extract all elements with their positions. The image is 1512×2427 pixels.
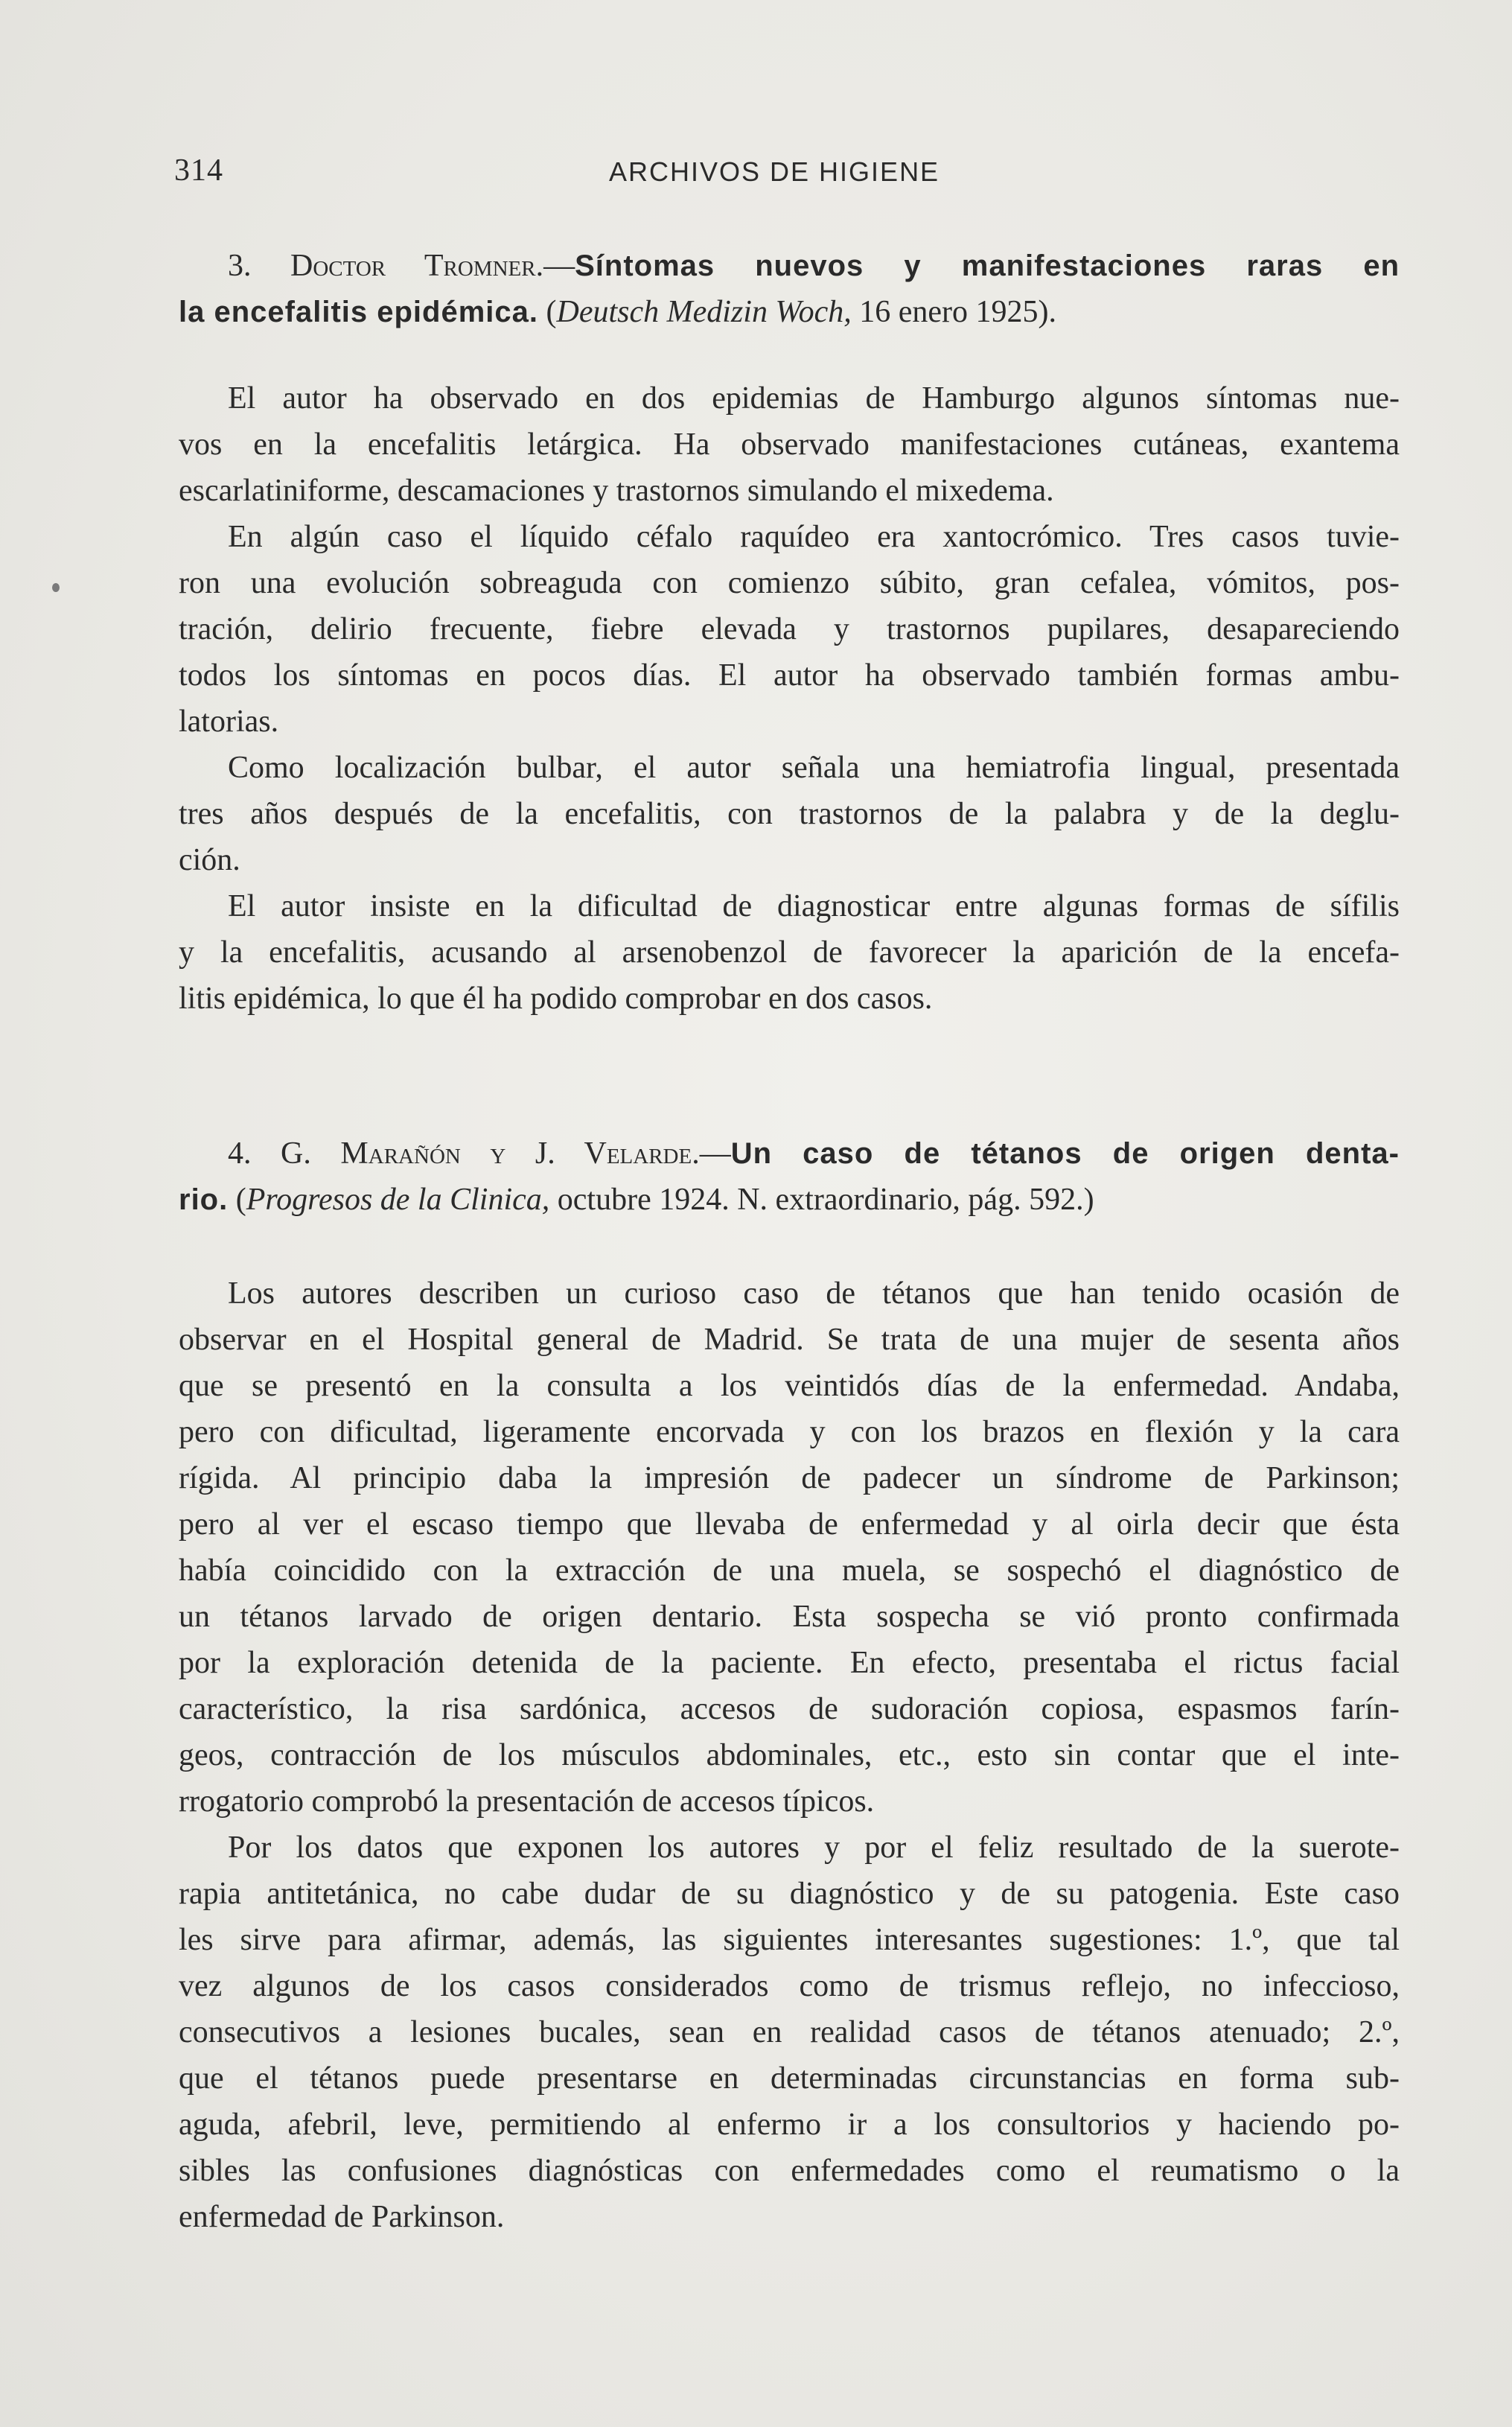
article-4-line: rígida. Al principio daba la impresión de padecer un síndrome de Parkinson; xyxy=(179,1461,1400,1495)
article-3-line: tres años después de la encefalitis, con trastornos de la palabra y de la deglu- xyxy=(179,797,1400,831)
article-3-line: tración, delirio frecuente, fiebre elevada y trastornos pupilares, desapareciendo xyxy=(179,612,1400,646)
article-3-line: todos los síntomas en pocos días. El autor ha observado también formas ambu- xyxy=(179,658,1400,693)
article-4-heading-line-1 xyxy=(179,1130,1400,1177)
article-4-date: octubre 1924. N. extraordinario, pág. 592.) xyxy=(557,1183,1094,1217)
article-4-heading-line-2 xyxy=(179,1177,1400,1223)
article-4-line: rapia antitetánica, no cabe dudar de su diagnóstico y de su patogenia. Este caso xyxy=(179,1877,1400,1911)
article-3-line: Como localización bulbar, el autor señala una hemiatrofia lingual, presentada xyxy=(228,751,1400,785)
article-3-line: El autor ha observado en dos epidemias de Hamburgo algunos síntomas nue- xyxy=(228,381,1400,416)
article-3-citation-open: ( xyxy=(546,295,557,329)
article-4-line: por la exploración detenida de la paciente. En efecto, presentaba el rictus facial xyxy=(179,1646,1400,1680)
article-4-line: enfermedad de Parkinson. xyxy=(179,2200,505,2234)
article-3-date: 16 enero 1925). xyxy=(859,295,1056,329)
article-3-title-cont: la encefalitis epidémica. xyxy=(179,296,538,328)
article-3-dash: — xyxy=(543,249,575,283)
article-3-line: escarlatiniforme, descamaciones y trastornos simulando el mixedema. xyxy=(179,474,1054,508)
article-4-journal: Progresos de la Clinica, xyxy=(246,1183,550,1217)
article-4-line: que se presentó en la consulta a los veintidós días de la enfermedad. Andaba, xyxy=(179,1369,1400,1403)
article-3-title: Síntomas nuevos y manifestaciones raras en xyxy=(575,249,1400,282)
article-4-line: sibles las confusiones diagnósticas con enfermedades como el reumatismo o la xyxy=(179,2154,1400,2188)
margin-speck xyxy=(52,583,60,592)
article-3-line: ción. xyxy=(179,843,240,877)
article-4-line: característico, la risa sardónica, accesos de sudoración copiosa, espasmos farín- xyxy=(179,1692,1400,1726)
article-4-author: G. Marañón y J. Velarde. xyxy=(281,1136,700,1171)
article-4-line: había coincidido con la extracción de una muela, se sospechó el diagnóstico de xyxy=(179,1553,1400,1588)
article-4-line: consecutivos a lesiones bucales, sean en realidad casos de tétanos atenuado; 2.º, xyxy=(179,2015,1400,2049)
article-3-author: Doctor Tromner. xyxy=(290,249,544,283)
article-4-citation-open: ( xyxy=(235,1183,246,1217)
article-3-number: 3. xyxy=(228,249,252,283)
article-4-line: un tétanos larvado de origen dentario. Esta sospecha se vió pronto confirmada xyxy=(179,1600,1400,1634)
article-3-line: El autor insiste en la dificultad de diagnosticar entre algunas formas de sífilis xyxy=(228,889,1400,923)
page-number: 314 xyxy=(174,153,223,188)
article-3-heading-line-1 xyxy=(179,243,1400,289)
article-4-line: Por los datos que exponen los autores y por el feliz resultado de la suerote- xyxy=(228,1830,1400,1865)
article-4-number: 4. xyxy=(228,1136,252,1171)
article-3-line: litis epidémica, lo que él ha podido comprobar en dos casos. xyxy=(179,982,933,1016)
article-4-line: geos, contracción de los músculos abdominales, etc., esto sin contar que el inte- xyxy=(179,1738,1400,1772)
article-4-dash: — xyxy=(699,1136,731,1171)
article-4-line: les sirve para afirmar, además, las siguientes interesantes sugestiones: 1.º, que tal xyxy=(179,1923,1400,1957)
article-4-title-cont: rio. xyxy=(179,1183,229,1216)
article-4-line: que el tétanos puede presentarse en determinadas circunstancias en forma sub- xyxy=(179,2061,1400,2096)
article-3-heading-line-2 xyxy=(179,289,1400,335)
article-4-line: Los autores describen un curioso caso de tétanos que han tenido ocasión de xyxy=(228,1276,1400,1311)
article-4-line: pero con dificultad, ligeramente encorvada y con los brazos en flexión y la cara xyxy=(179,1415,1400,1449)
article-4-line: pero al ver el escaso tiempo que llevaba de enfermedad y al oirla decir que ésta xyxy=(179,1507,1400,1542)
article-3-line: vos en la encefalitis letárgica. Ha observado manifestaciones cutáneas, exantema xyxy=(179,427,1400,462)
article-3-line: ron una evolución sobreaguda con comienzo súbito, gran cefalea, vómitos, pos- xyxy=(179,566,1400,600)
article-3-line: En algún caso el líquido céfalo raquídeo era xantocrómico. Tres casos tuvie- xyxy=(228,520,1400,554)
article-3-journal: Deutsch Medizin Woch, xyxy=(556,295,852,329)
article-4-line: vez algunos de los casos considerados como de trismus reflejo, no infeccioso, xyxy=(179,1969,1400,2003)
article-4-line: aguda, afebril, leve, permitiendo al enfermo ir a los consultorios y haciendo po- xyxy=(179,2108,1400,2142)
article-3-line: latorias. xyxy=(179,704,279,739)
running-head: ARCHIVOS DE HIGIENE xyxy=(609,156,940,187)
article-3-line: y la encefalitis, acusando al arsenobenzol de favorecer la aparición de la encefa- xyxy=(179,935,1400,970)
article-4-line: observar en el Hospital general de Madrid. Se trata de una mujer de sesenta años xyxy=(179,1323,1400,1357)
article-4-title: Un caso de tétanos de origen denta- xyxy=(730,1137,1400,1170)
article-4-line: rrogatorio comprobó la presentación de accesos típicos. xyxy=(179,1784,875,1819)
